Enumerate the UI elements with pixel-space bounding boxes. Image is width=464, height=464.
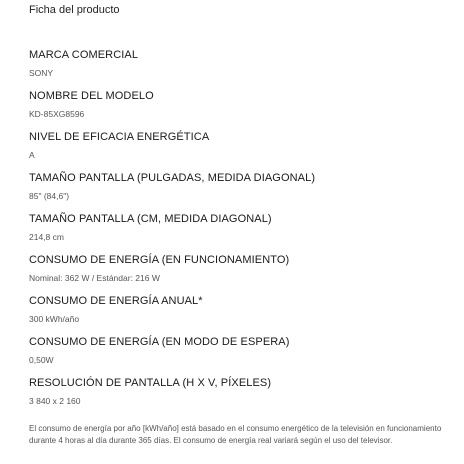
spec-row-power-on bbox=[29, 253, 449, 294]
spec-value: 300 kWh/año bbox=[29, 314, 80, 324]
spec-value: KD-85XG8596 bbox=[29, 109, 85, 119]
spec-label: TAMAÑO PANTALLA (CM, MEDIDA DIAGONAL) bbox=[29, 213, 272, 225]
spec-value: SONY bbox=[29, 68, 54, 78]
spec-label: NIVEL DE EFICACIA ENERGÉTICA bbox=[29, 131, 210, 143]
spec-label: CONSUMO DE ENERGÍA ANUAL* bbox=[29, 295, 203, 307]
spec-value: 3 840 x 2 160 bbox=[29, 396, 81, 406]
spec-label: CONSUMO DE ENERGÍA (EN FUNCIONAMIENTO) bbox=[29, 254, 290, 266]
energy-footnote: El consumo de energía por año [kWh/año] está basado en el consumo energético de la televisión en funcionamiento durante 4 horas al día durante 365 días. El consumo de energía real variará según el uso del televisor. bbox=[29, 424, 442, 445]
spec-row-annual-energy bbox=[29, 294, 449, 335]
spec-label: CONSUMO DE ENERGÍA (EN MODO DE ESPERA) bbox=[29, 336, 290, 348]
spec-label: RESOLUCIÓN DE PANTALLA (H X V, PÍXELES) bbox=[29, 377, 272, 389]
spec-row-screen-inches bbox=[29, 171, 449, 212]
page-title: Ficha del producto bbox=[29, 4, 120, 16]
spec-value: Nominal: 362 W / Estándar: 216 W bbox=[29, 273, 160, 283]
spec-row-brand bbox=[29, 48, 449, 89]
spec-label: TAMAÑO PANTALLA (PULGADAS, MEDIDA DIAGONAL) bbox=[29, 172, 316, 184]
spec-list bbox=[29, 48, 449, 417]
spec-row-screen-cm bbox=[29, 212, 449, 253]
spec-value: A bbox=[29, 150, 35, 160]
spec-row-energy-class bbox=[29, 130, 449, 171]
spec-label: NOMBRE DEL MODELO bbox=[29, 90, 154, 102]
spec-value: 0,50W bbox=[29, 355, 54, 365]
spec-value: 214,8 cm bbox=[29, 232, 64, 242]
spec-row-model-name bbox=[29, 89, 449, 130]
spec-row-resolution bbox=[29, 376, 449, 417]
spec-row-power-standby bbox=[29, 335, 449, 376]
spec-label: MARCA COMERCIAL bbox=[29, 49, 139, 61]
spec-value: 85" (84,6") bbox=[29, 191, 70, 201]
